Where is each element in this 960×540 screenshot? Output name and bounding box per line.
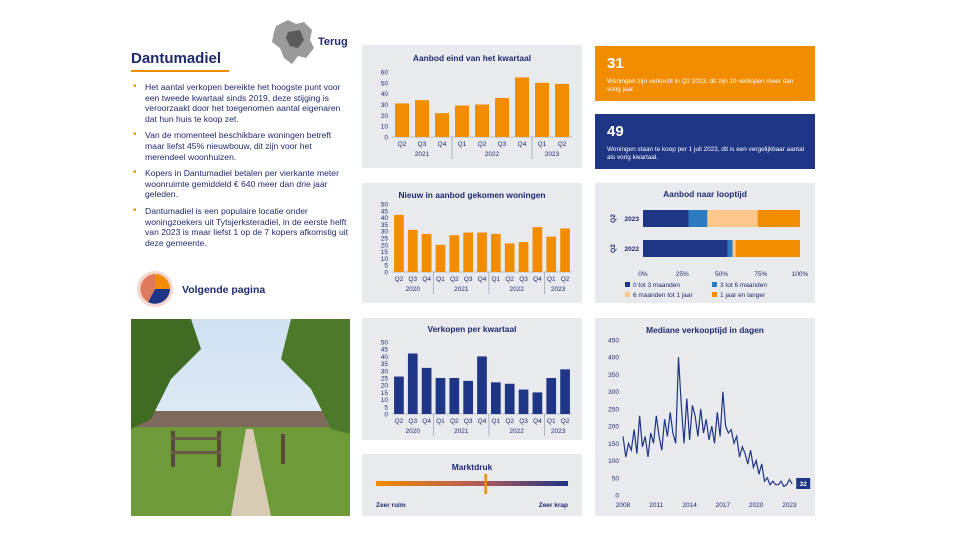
bar <box>555 84 569 137</box>
year-label: 2022 <box>509 286 524 293</box>
legend-label: 1 jaar en langer <box>720 292 766 299</box>
bar <box>491 234 501 272</box>
x-tick-label: Q2 <box>505 418 515 425</box>
bar <box>463 233 473 272</box>
bar <box>519 242 529 272</box>
x-tick-label: Q3 <box>408 418 418 425</box>
for-sale-card <box>595 114 815 169</box>
bullet-item: • Dantumadiel is een populaire locatie onder woningzoekers uit Tytsjerksteradiel, in de eerste helft van 2023 is maar liefst 1 op de 7 kopers afkomstig uit deze gemeente. <box>131 206 351 248</box>
bar <box>505 384 515 414</box>
y-tick-label: 200 <box>608 423 619 431</box>
stacked-segment <box>736 240 800 257</box>
chart-panel-aanbod <box>362 45 582 168</box>
x-tick-label: Q4 <box>422 276 431 283</box>
for-sale-number: 49 <box>607 123 624 140</box>
gauge-marktdruk <box>362 454 582 516</box>
x-tick-label: 2017 <box>715 502 731 509</box>
bar <box>435 113 449 137</box>
year-label: 2021 <box>453 428 469 435</box>
bar <box>533 392 543 414</box>
line-chart-verkooptijd <box>595 318 815 516</box>
sold-card <box>595 46 815 101</box>
chart-panel-verkooptijd <box>595 318 815 516</box>
x-tick-label: Q1 <box>491 276 501 283</box>
y-tick-label: 40 <box>380 91 388 99</box>
bar <box>519 390 529 414</box>
x-tick-label: 2011 <box>649 502 664 509</box>
y-tick-label: 10 <box>380 123 388 131</box>
y-tick-label: 35 <box>380 221 388 229</box>
stacked-segment <box>689 210 708 227</box>
bar-chart-aanbod <box>362 45 582 168</box>
x-tick-label: Q2 <box>560 418 570 425</box>
bar <box>560 228 570 272</box>
category-label: 2023 <box>624 216 639 223</box>
stacked-bar-looptijd <box>595 183 815 303</box>
year-label: 2023 <box>550 286 566 293</box>
legend-swatch <box>712 292 717 297</box>
x-tick-label: 2020 <box>748 502 764 509</box>
y-tick-label: 40 <box>380 215 388 223</box>
x-tick-label: Q1 <box>491 418 501 425</box>
y-tick-label: 50 <box>380 80 388 88</box>
y-tick-label: 20 <box>380 382 388 390</box>
chart-title: Aanbod eind van het kwartaal <box>412 53 532 63</box>
year-label: 2022 <box>484 151 500 158</box>
y-tick-label: 0 <box>384 269 388 277</box>
chart-panel-looptijd <box>595 183 815 303</box>
x-tick-label: 100% <box>791 271 809 278</box>
stacked-segment <box>728 240 733 257</box>
y-tick-label: 45 <box>380 208 388 216</box>
y-tick-label: 5 <box>384 404 388 412</box>
chart-title: Mediane verkooptijd in dagen <box>646 325 764 335</box>
x-tick-label: 2014 <box>682 502 697 509</box>
x-tick-label: Q2 <box>394 418 404 425</box>
y-tick-label: 15 <box>380 389 388 397</box>
quarter-label: Q2 <box>610 244 617 253</box>
legend-label: 3 tot 6 maanden <box>720 282 767 289</box>
x-tick-label: Q2 <box>477 141 487 148</box>
x-tick-label: 75% <box>754 271 768 278</box>
bar <box>463 381 473 414</box>
year-label: 2022 <box>509 428 524 435</box>
x-tick-label: Q2 <box>394 276 404 283</box>
gauge-left-label: Zeer ruim <box>376 502 406 509</box>
bar <box>491 382 501 414</box>
bar <box>436 378 446 414</box>
bar <box>533 227 543 272</box>
stacked-segment <box>643 240 728 257</box>
x-tick-label: Q4 <box>477 418 487 425</box>
x-tick-label: Q2 <box>449 418 459 425</box>
chart-panel-nieuw <box>362 183 582 303</box>
bar <box>449 378 459 414</box>
chart-title: Verkopen per kwartaal <box>427 324 517 334</box>
y-tick-label: 30 <box>380 228 388 236</box>
region-map-icon <box>270 18 316 68</box>
year-label: 2021 <box>453 286 469 293</box>
stacked-segment <box>758 210 800 227</box>
bar <box>415 100 429 137</box>
sold-text: Woningen zijn verkocht in Q2 2023, dit zijn 10 verkopen meer dan vorig jaar. <box>607 78 794 94</box>
chart-title: Aanbod naar looptijd <box>663 189 747 199</box>
x-tick-label: Q1 <box>537 141 547 148</box>
x-tick-label: Q4 <box>517 141 527 148</box>
x-tick-label: 2008 <box>615 502 631 509</box>
gauge-marker <box>484 474 487 494</box>
y-tick-label: 20 <box>380 242 388 250</box>
x-tick-label: Q3 <box>463 418 473 425</box>
x-tick-label: Q4 <box>533 418 542 425</box>
legend-swatch <box>712 282 717 287</box>
x-tick-label: 2023 <box>782 502 797 509</box>
bar <box>394 215 404 272</box>
year-label: 2023 <box>544 151 560 158</box>
y-tick-label: 5 <box>384 262 388 270</box>
x-tick-label: Q2 <box>505 276 515 283</box>
last-value-label: 32 <box>799 480 807 488</box>
summary-bullets <box>131 82 351 254</box>
x-tick-label: Q4 <box>422 418 431 425</box>
gauge-right-label: Zeer krap <box>538 502 568 509</box>
bar <box>515 77 529 137</box>
y-tick-label: 35 <box>380 361 388 369</box>
stacked-segment <box>643 210 689 227</box>
bar <box>408 230 418 272</box>
x-tick-label: Q3 <box>463 276 473 283</box>
legend-label: 6 maanden tot 1 jaar <box>633 292 693 299</box>
legend-swatch <box>625 282 630 287</box>
y-tick-label: 25 <box>380 375 388 383</box>
bar <box>505 243 515 272</box>
bar <box>560 369 570 414</box>
year-label: 2023 <box>550 428 566 435</box>
y-tick-label: 50 <box>611 475 619 483</box>
bullet-item: • Kopers in Dantumadiel betalen per vierkante meter woonruimte gemiddeld € 640 meer dan drie jaar geleden. <box>131 168 351 200</box>
legend-swatch <box>625 292 630 297</box>
for-sale-text: Woningen staan te koop per 1 juli 2023, dit is een vergelijkbaar aantal als vorig kwartaal. <box>607 146 805 162</box>
series-line <box>623 357 792 486</box>
category-label: 2022 <box>624 246 639 253</box>
sold-number: 31 <box>607 55 624 72</box>
y-tick-label: 0 <box>384 134 388 142</box>
x-tick-label: Q1 <box>546 418 556 425</box>
y-tick-label: 250 <box>608 406 619 414</box>
y-tick-label: 10 <box>380 397 388 405</box>
x-tick-label: Q3 <box>408 276 418 283</box>
next-page-label: Volgende pagina <box>182 284 266 296</box>
chart-panel-verkopen <box>362 318 582 440</box>
x-tick-label: Q1 <box>436 276 445 283</box>
gauge-panel-marktdruk <box>362 454 582 516</box>
x-tick-label: Q2 <box>557 141 567 148</box>
x-tick-label: Q1 <box>436 418 445 425</box>
bullet-item: • Het aantal verkopen bereikte het hoogste punt voor een tweede kwartaal sinds 2019, deze stijging is veroorzaakt door het toegenomen aantal eigenaren dat hun huis te koop zet. <box>131 82 351 124</box>
year-label: 2020 <box>405 428 421 435</box>
legend-label: 0 tot 3 maanden <box>633 282 680 289</box>
y-tick-label: 30 <box>380 368 388 376</box>
x-tick-label: 50% <box>714 271 729 278</box>
next-page-button[interactable] <box>136 270 286 308</box>
y-tick-label: 450 <box>608 337 619 345</box>
y-tick-label: 350 <box>608 371 619 379</box>
y-tick-label: 30 <box>380 102 388 109</box>
y-tick-label: 45 <box>380 346 388 354</box>
year-label: 2021 <box>414 151 430 158</box>
quarter-label: Q2 <box>610 214 617 223</box>
y-tick-label: 0 <box>384 411 388 419</box>
bar-chart-verkopen <box>362 318 582 440</box>
stacked-segment <box>732 240 735 257</box>
x-tick-label: Q3 <box>519 276 528 283</box>
bar <box>455 106 469 137</box>
bullet-item: • Van de momenteel beschikbare woningen betreft maar liefst 45% nieuwbouw, dit zijn voor het merendeel woonhuizen. <box>131 130 351 162</box>
bar <box>477 356 487 414</box>
x-tick-label: Q2 <box>397 141 407 148</box>
bar <box>394 377 404 414</box>
x-tick-label: Q4 <box>437 141 447 148</box>
chart-title: Nieuw in aanbod gekomen woningen <box>398 190 546 200</box>
y-tick-label: 25 <box>380 235 388 243</box>
back-link[interactable]: Terug <box>318 36 348 48</box>
y-tick-label: 150 <box>608 440 619 448</box>
x-tick-label: Q1 <box>457 141 467 148</box>
stacked-segment <box>707 210 757 227</box>
x-tick-label: Q2 <box>449 276 459 283</box>
y-tick-label: 50 <box>380 339 388 347</box>
x-tick-label: Q3 <box>417 141 427 148</box>
bar <box>535 83 549 137</box>
y-tick-label: 50 <box>380 201 388 209</box>
x-tick-label: Q3 <box>497 141 507 148</box>
y-tick-label: 60 <box>380 69 388 77</box>
bar <box>495 98 509 137</box>
y-tick-label: 300 <box>608 389 619 397</box>
y-tick-label: 15 <box>380 249 388 257</box>
y-tick-label: 10 <box>380 255 388 263</box>
bar <box>422 234 432 272</box>
bar <box>395 103 409 137</box>
x-tick-label: Q4 <box>477 276 487 283</box>
bar-chart-nieuw <box>362 183 582 303</box>
x-tick-label: Q2 <box>560 276 570 283</box>
title-underline <box>131 70 229 72</box>
y-tick-label: 20 <box>380 112 388 120</box>
year-label: 2020 <box>405 286 421 293</box>
bar <box>546 237 556 272</box>
x-tick-label: Q1 <box>546 276 556 283</box>
y-tick-label: 100 <box>608 458 619 466</box>
bar <box>408 354 418 414</box>
chart-title: Marktdruk <box>451 462 493 472</box>
pie-chart-icon <box>136 270 174 308</box>
bar <box>449 235 459 272</box>
x-tick-label: 0% <box>638 271 648 278</box>
bar <box>422 368 432 414</box>
landscape-photo <box>131 319 350 516</box>
y-tick-label: 40 <box>380 353 388 361</box>
y-tick-label: 0 <box>615 492 619 500</box>
y-tick-label: 400 <box>608 354 619 362</box>
bar <box>475 105 489 138</box>
x-tick-label: Q4 <box>533 276 542 283</box>
x-tick-label: Q3 <box>519 418 528 425</box>
gauge-bar <box>376 481 568 486</box>
page-title: Dantumadiel <box>131 50 222 67</box>
bar <box>477 233 487 272</box>
x-tick-label: 25% <box>675 271 689 278</box>
bar <box>436 245 446 272</box>
bar <box>546 378 556 414</box>
